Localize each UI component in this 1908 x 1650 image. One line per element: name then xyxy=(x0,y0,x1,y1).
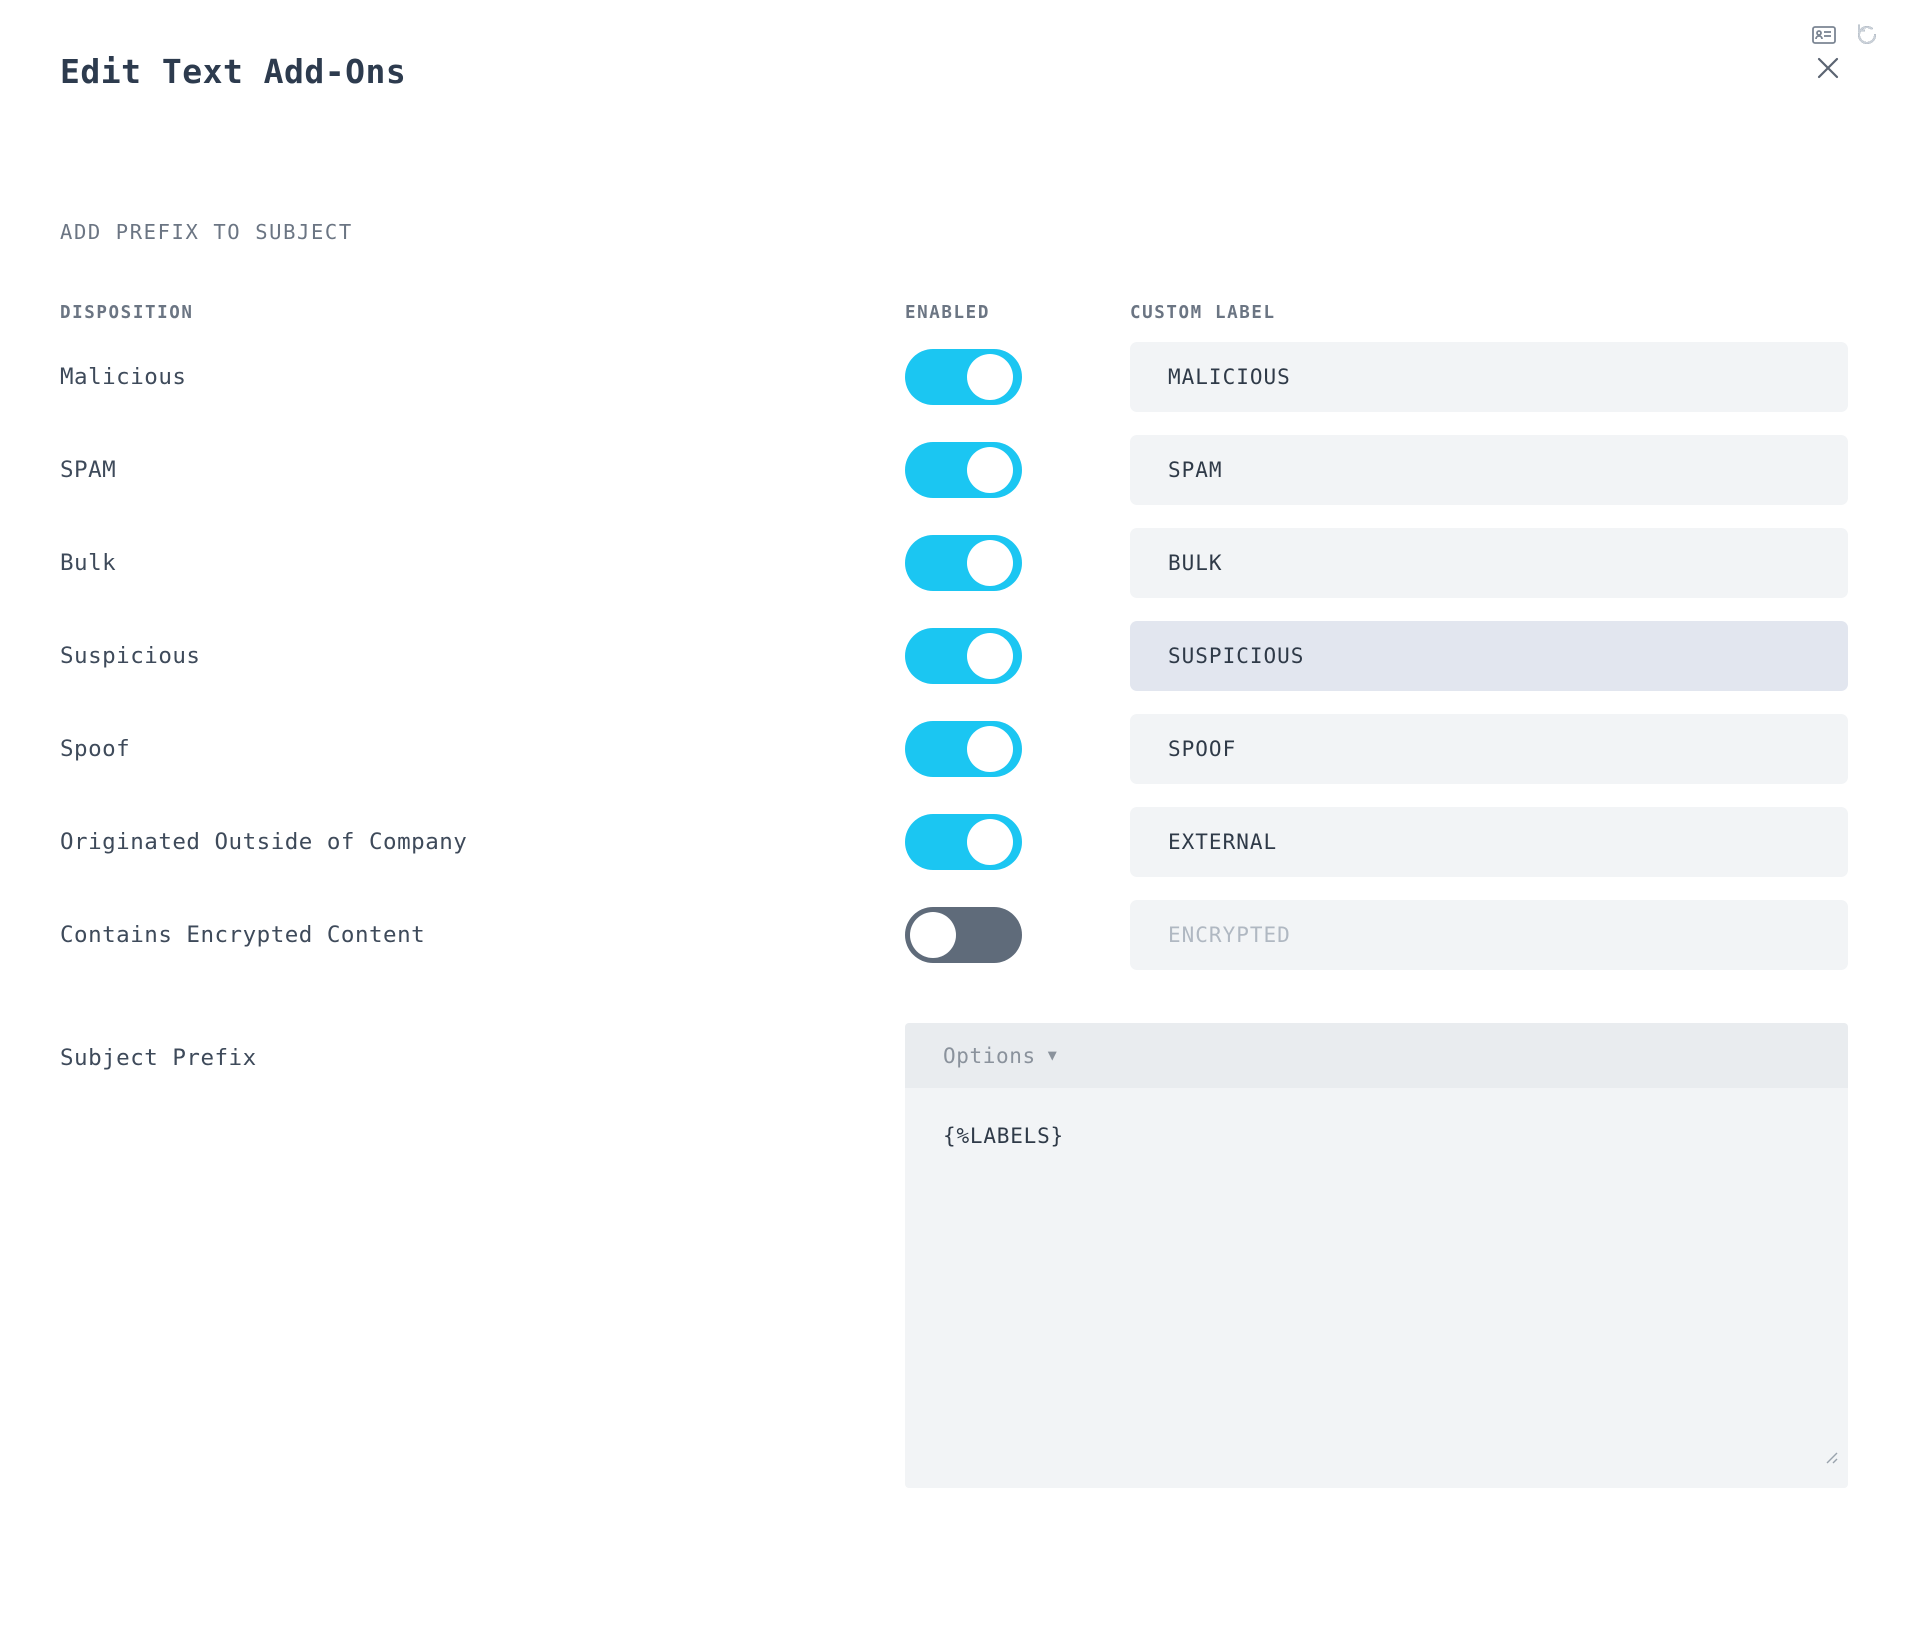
custom-label-input[interactable]: SPAM xyxy=(1130,435,1848,505)
reset-icon[interactable] xyxy=(1854,22,1880,48)
custom-label-input[interactable]: BULK xyxy=(1130,528,1848,598)
enabled-toggle[interactable] xyxy=(905,628,1022,684)
section-label: ADD PREFIX TO SUBJECT xyxy=(60,220,353,244)
custom-label-input[interactable]: MALICIOUS xyxy=(1130,342,1848,412)
table-row xyxy=(60,888,1848,981)
disposition-name: Spoof xyxy=(60,735,131,762)
column-header-enabled: ENABLED xyxy=(905,303,990,323)
enabled-cell xyxy=(905,349,1130,405)
chevron-down-icon: ▼ xyxy=(1047,1046,1058,1064)
enabled-toggle[interactable] xyxy=(905,442,1022,498)
enabled-cell xyxy=(905,721,1130,777)
options-dropdown-label: Options xyxy=(943,1043,1036,1068)
subject-prefix-textarea[interactable]: {%LABELS} xyxy=(905,1088,1848,1488)
custom-label-input[interactable]: EXTERNAL xyxy=(1130,807,1848,877)
table-header-row xyxy=(60,296,1848,330)
options-dropdown[interactable] xyxy=(943,1044,1057,1068)
disposition-name: Malicious xyxy=(60,363,187,390)
disposition-name: SPAM xyxy=(60,456,117,483)
disposition-name: Suspicious xyxy=(60,642,201,669)
subject-prefix-section xyxy=(0,1023,1908,1488)
column-header-disposition: DISPOSITION xyxy=(60,303,194,323)
enabled-toggle[interactable] xyxy=(905,349,1022,405)
disposition-name: Contains Encrypted Content xyxy=(60,921,426,948)
table-row xyxy=(60,609,1848,702)
enabled-cell xyxy=(905,814,1130,870)
column-header-custom-label: CUSTOM LABEL xyxy=(1130,303,1276,323)
custom-label-cell xyxy=(1130,807,1848,877)
enabled-cell xyxy=(905,442,1130,498)
custom-label-input[interactable]: SPOOF xyxy=(1130,714,1848,784)
editor-toolbar xyxy=(905,1023,1848,1088)
table-row xyxy=(60,795,1848,888)
enabled-toggle[interactable] xyxy=(905,535,1022,591)
table-row xyxy=(60,330,1848,423)
disposition-name: Bulk xyxy=(60,549,117,576)
custom-label-input[interactable]: SUSPICIOUS xyxy=(1130,621,1848,691)
subject-prefix-label: Subject Prefix xyxy=(60,1045,257,1071)
enabled-cell xyxy=(905,628,1130,684)
enabled-cell xyxy=(905,535,1130,591)
dispositions-table xyxy=(0,296,1908,981)
enabled-toggle[interactable] xyxy=(905,721,1022,777)
custom-label-cell xyxy=(1130,528,1848,598)
subject-prefix-editor xyxy=(905,1023,1848,1488)
custom-label-cell xyxy=(1130,435,1848,505)
custom-label-cell xyxy=(1130,900,1848,970)
custom-label-cell xyxy=(1130,342,1848,412)
table-row xyxy=(60,516,1848,609)
table-row xyxy=(60,423,1848,516)
disposition-name: Originated Outside of Company xyxy=(60,828,468,855)
custom-label-cell xyxy=(1130,714,1848,784)
table-row xyxy=(60,702,1848,795)
field-icon-group xyxy=(1854,0,1880,70)
resize-handle-icon[interactable] xyxy=(1820,1446,1838,1464)
enabled-cell xyxy=(905,907,1130,963)
custom-label-cell xyxy=(1130,621,1848,691)
dialog-header xyxy=(0,0,1908,120)
insert-variable-icon[interactable] xyxy=(1812,25,1836,45)
custom-label-input[interactable]: ENCRYPTED xyxy=(1130,900,1848,970)
enabled-toggle[interactable] xyxy=(905,907,1022,963)
page-title: Edit Text Add-Ons xyxy=(60,52,407,91)
enabled-toggle[interactable] xyxy=(905,814,1022,870)
